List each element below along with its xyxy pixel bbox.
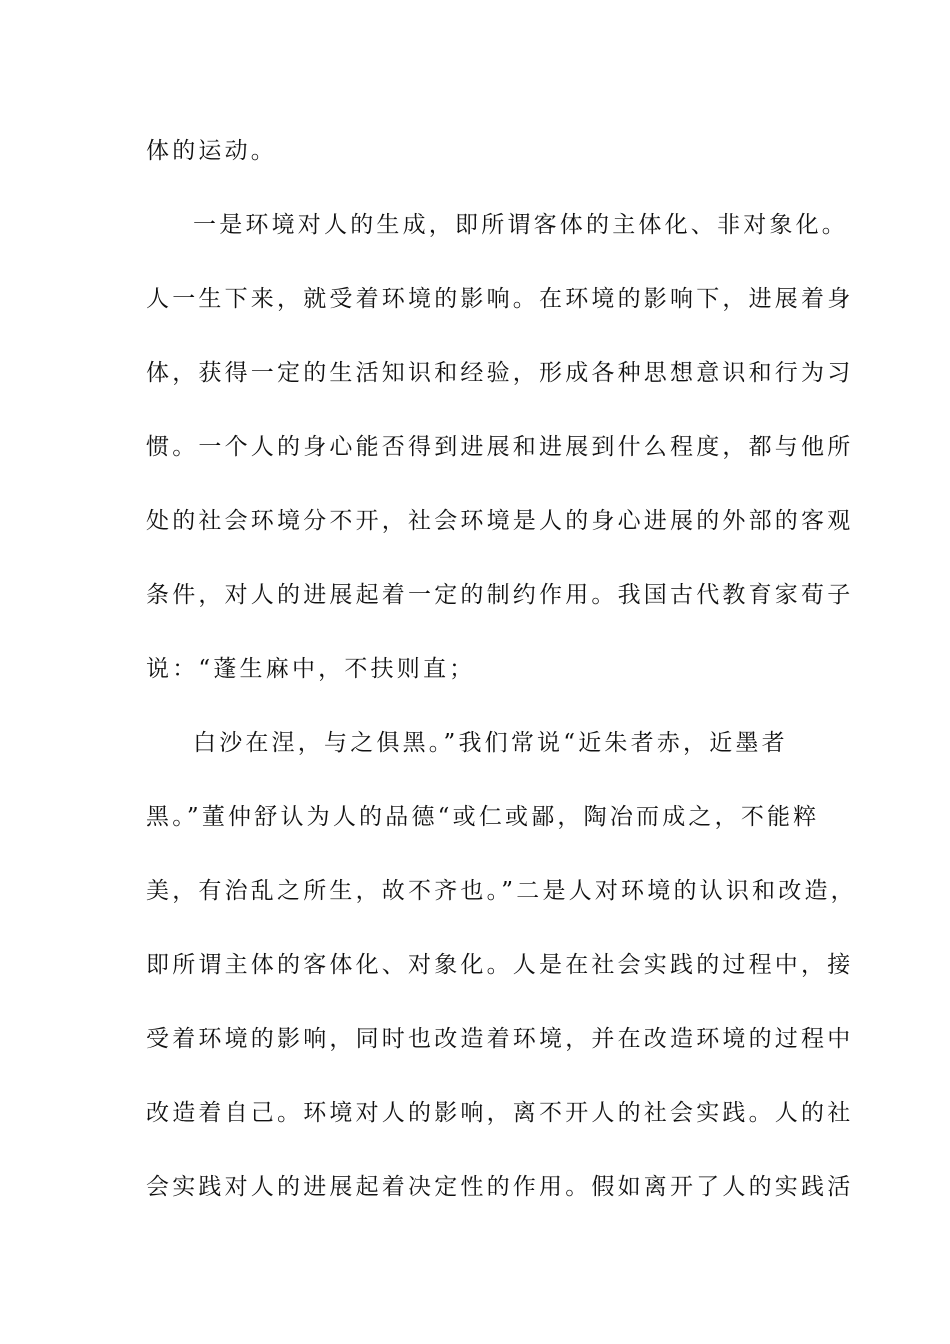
text-line: 受着环境的影响，同时也改造着环境，并在改造环境的过程中	[146, 1026, 854, 1052]
paragraph-start-line: 一是环境对人的生成，即所谓客体的主体化、非对象化。	[193, 212, 848, 238]
text-line: 会实践对人的进展起着决定性的作用。假如离开了人的实践活	[146, 1174, 854, 1200]
text-line: 体的运动。	[146, 138, 277, 164]
text-line: 黑。”董仲舒认为人的品德“或仁或鄙，陶冶而成之，不能粹	[146, 804, 820, 830]
text-line: 处的社会环境分不开，社会环境是人的身心进展的外部的客观	[146, 508, 854, 534]
text-line: 条件，对人的进展起着一定的制约作用。我国古代教育家荀子	[146, 582, 854, 608]
text-line: 人一生下来，就受着环境的影响。在环境的影响下，进展着身	[146, 286, 854, 312]
text-line: 美，有治乱之所生，故不齐也。”二是人对环境的认识和改造，	[146, 878, 857, 904]
paragraph-start-line: 白沙在涅，与之俱黑。”我们常说“近朱者赤，近墨者	[193, 730, 788, 756]
text-line: 改造着自己。环境对人的影响，离不开人的社会实践。人的社	[146, 1100, 854, 1126]
text-line: 即所谓主体的客体化、对象化。人是在社会实践的过程中，接	[146, 952, 854, 978]
text-line: 惯。一个人的身心能否得到进展和进展到什么程度，都与他所	[146, 434, 854, 460]
text-line: 说：“蓬生麻中，不扶则直；	[146, 656, 476, 682]
text-line: 体，获得一定的生活知识和经验，形成各种思想意识和行为习	[146, 360, 854, 386]
